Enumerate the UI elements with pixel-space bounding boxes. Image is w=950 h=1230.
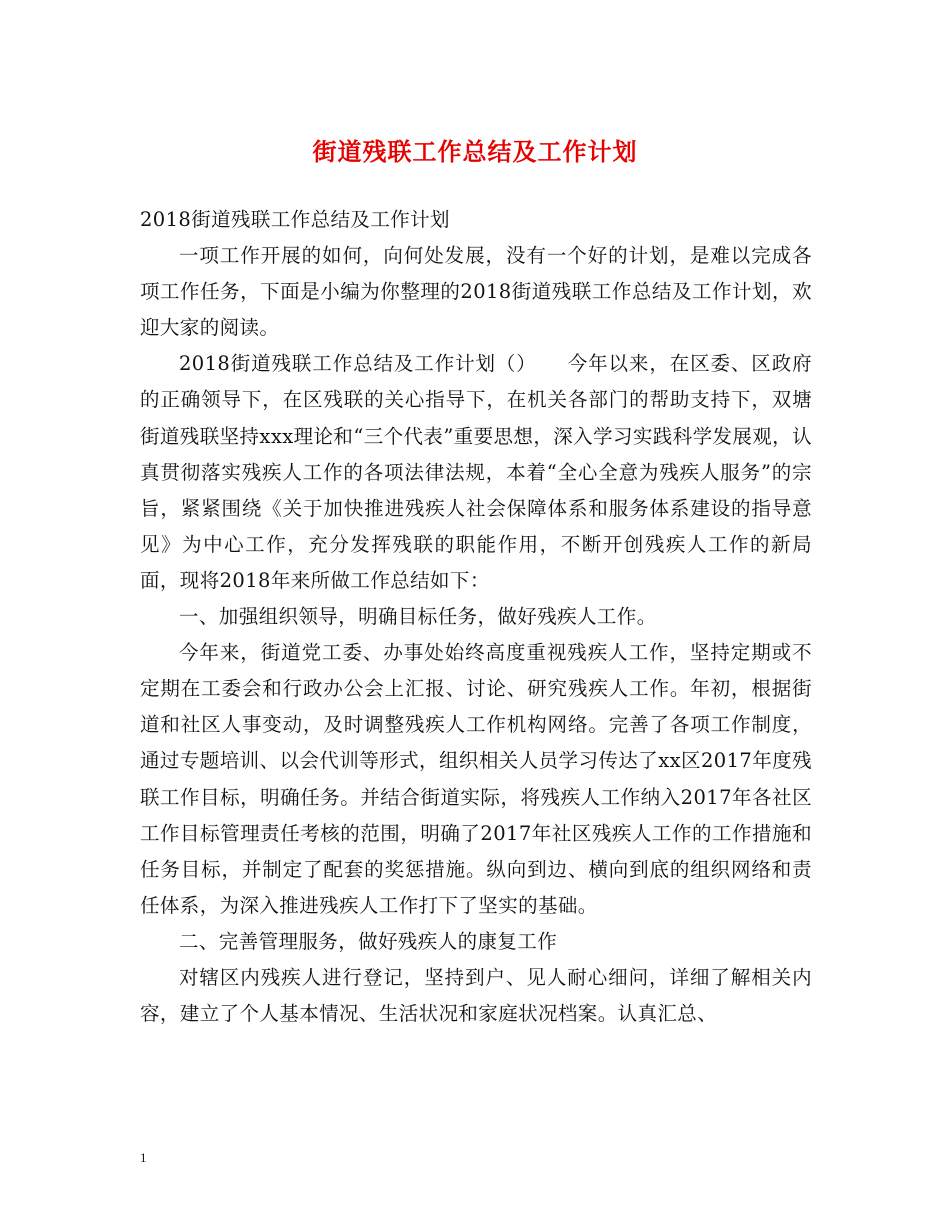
document-body bbox=[140, 202, 812, 1032]
page-number: 1 bbox=[140, 1150, 147, 1165]
document-title: 街道残联工作总结及工作计划 bbox=[312, 137, 638, 166]
paragraph-intro: 一项工作开展的如何，向何处发展，没有一个好的计划，是难以完成各项工作任务，下面是小编为你整理的2018街道残联工作总结及工作计划，欢迎大家的阅读。 bbox=[140, 244, 812, 340]
paragraph-section-2: 对辖区内残疾人进行登记，坚持到户、见人耐心细问，详细了解相关内容，建立了个人基本情况、生活状况和家庭状况档案。认真汇总、 bbox=[140, 965, 812, 1026]
document-subtitle: 2018街道残联工作总结及工作计划 bbox=[140, 208, 450, 231]
paragraph-section-1: 今年来，街道党工委、办事处始终高度重视残疾人工作，坚持定期或不定期在工委会和行政办公会上汇报、讨论、研究残疾人工作。年初，根据街道和社区人事变动，及时调整残疾人工作机构网络。完善了各项工作制度，通过专题培训、以会代训等形式，组织相关人员学习传达了xx区2017年度残联工作目标，明确任务。并结合街道实际，将残疾人工作纳入2017年各社区工作目标管理责任考核的范围，明确了2017年社区残疾人工作的工作措施和任务目标，并制定了配套的奖惩措施。纵向到边、横向到底的组织网络和责任体系，为深入推进残疾人工作打下了坚实的基础。 bbox=[140, 641, 812, 917]
section-heading-1: 一、加强组织领导，明确目标任务，做好残疾人工作。 bbox=[179, 605, 657, 629]
paragraph-overview: 2018街道残联工作总结及工作计划（） 今年以来，在区委、区政府的正确领导下，在区残联的关心指导下，在机关各部门的帮助支持下，双塘街道残联坚持xxx理论和“三个代表”重要思想，深入学习实践科学发展观，认真贯彻落实残疾人工作的各项法律法规，本着“全心全意为残疾人服务”的宗旨，紧紧围绕《关于加快推进残疾人社会保障体系和服务体系建设的指导意见》为中心工作，充分发挥残联的职能作用，不断开创残疾人工作的新局面，现将2018年来所做工作总结如下： bbox=[140, 352, 812, 592]
section-heading-2: 二、完善管理服务，做好残疾人的康复工作 bbox=[179, 929, 558, 953]
